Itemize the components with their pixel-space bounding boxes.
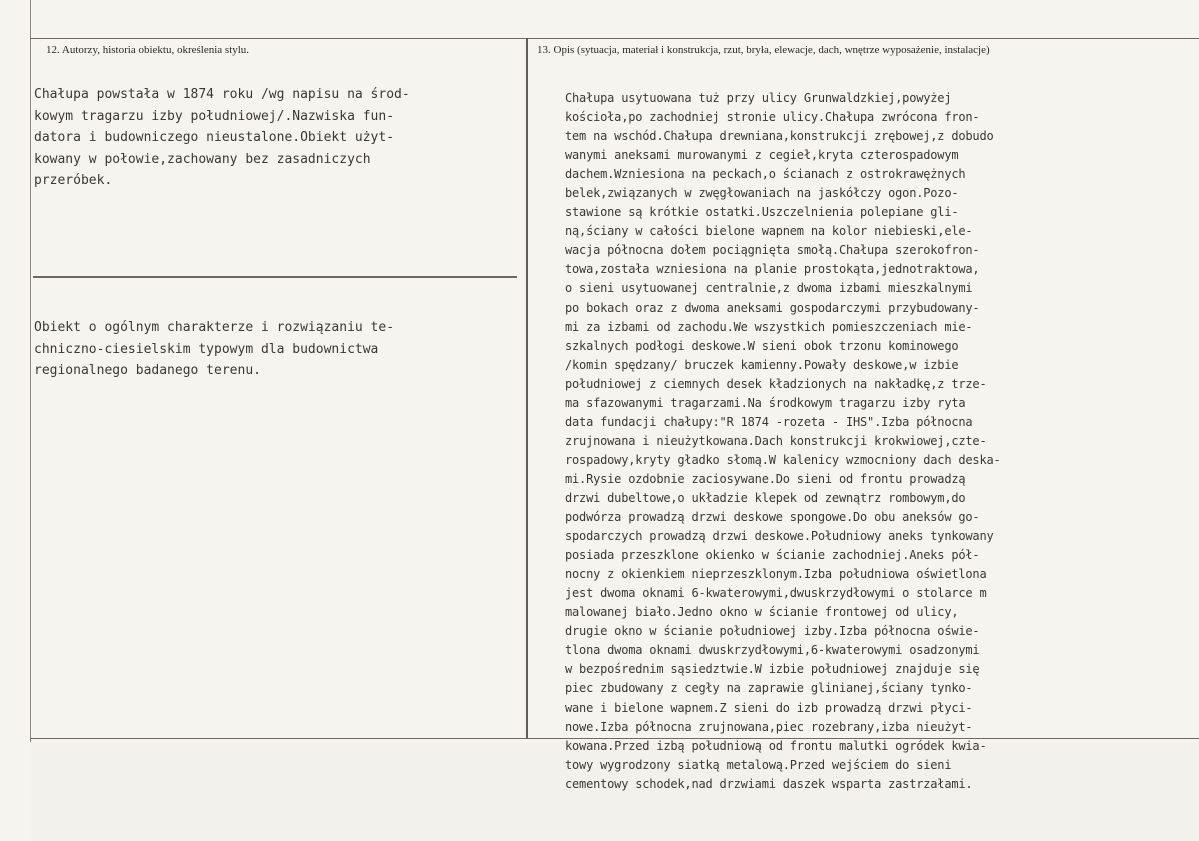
section-12-style-text: Obiekt o ogólnym charakterze i rozwiązaniu te- chniczno-ciesielskim typowym dla budownictwa regionalnego badanego terenu. (34, 320, 395, 379)
section-12-history-text: Chałupa powstała w 1874 roku /wg napisu na środ- kowym tragarzu izby południowej/.Nazwiska fun- datora i budowniczego nieustalone.Obiekt użyt- kowany w połowie,zachowany bez zasadniczych przeróbek. (34, 87, 410, 189)
section-separator-line (33, 276, 517, 278)
left-border-line (30, 0, 31, 840)
column-divider (526, 38, 528, 738)
section-13-heading: 13. Opis (sytuacja, materiał i konstrukcja, rzut, bryła, elewacje, dach, wnętrze wyposażenie, instalacje) (537, 44, 990, 56)
top-border-line (30, 38, 1199, 39)
section-12-heading: 12. Autorzy, historia obiektu, określenia stylu. (46, 44, 250, 56)
section-13-description-text: Chałupa usytuowana tuż przy ulicy Grunwaldzkiej,powyżej kościoła,po zachodniej stronie ulicy.Chałupa zwrócona fron- tem na wschód.Chałupa drewniana,konstrukcji zrębowej,z dobudo wanymi aneksami murowanymi z cegieł,kryta czterospadowym dachem.Wzniesiona na peckach,o ścianach z ostrokrawężnych belek,związanych w zwęgłowaniach na jaskółczy ogon.Pozo- stawione są krótkie ostatki.Uszczelnienia polepiane gli- ną,ściany w całości bielone wapnem na kolor niebieski,ele- wacja północna dołem pociągnięta smołą.Chałupa szerokofron- towa,została wzniesiona na planie prostokąta,jednotraktowa, o sieni usytuowanej centralnie,z dwoma izbami mieszkalnymi po bokach oraz z dwoma aneksami gospodarczymi przybudowany- mi za izbami od zachodu.We wszystkich pomieszczeniach mie- szkalnych podłogi deskowe.W sieni obok trzonu kominowego /komin spędzany/ bruczek kamienny.Powały deskowe,w izbie południowej z ciemnych desek kładzionych na nakładkę,z trze- ma sfazowanymi tragarzami.Na środkowym tragarzu izby ryta data fundacji chałupy:"R 1874 -rozeta - IHS".Izba północna zrujnowana i nieużytkowana.Dach konstrukcji krokwiowej,czte- rospadowy,kryty gładko słomą.W kalenicy wzmocniony dach deska- mi.Rysie ozdobnie zaciosywane.Do sieni od frontu prowadzą drzwi dubeltowe,o układzie klepek od zewnątrz rombowym,do podwórza prowadzą drzwi deskowe spongowe.Do obu aneksów go- spodarczych prowadzą drzwi deskowe.Południowy aneks tynkowany posiada przeszklone okienko w ścianie zachodniej.Aneks pół- nocny z okienkiem nieprzeszklonym.Izba południowa oświetlona jest dwoma oknami 6-kwaterowymi,dwuskrzydłowymi o stolarce m malowanej biało.Jedno okno w ścianie frontowej od ulicy, drugie okno w ścianie południowej izby.Izba północna oświe- tlona dwoma oknami dwuskrzydłowymi,6-kwaterowymi osadzonymi w bezpośrednim sąsiedztwie.W izbie południowej znajduje się piec zbudowany z cegły na zaprawie glinianej,ściany tynko- wane i bielone wapnem.Z sieni do izb prowadzą drzwi płyci- nowe.Izba północna zrujnowana,piec rozebrany,izba nieużyt- kowana.Przed izbą południową od frontu malutki ogródek kwia- towy wygrodzony siatką metalową.Przed wejściem do sieni cementowy schodek,nad drzwiami daszek wsparta zastrzałami. (565, 91, 1001, 791)
